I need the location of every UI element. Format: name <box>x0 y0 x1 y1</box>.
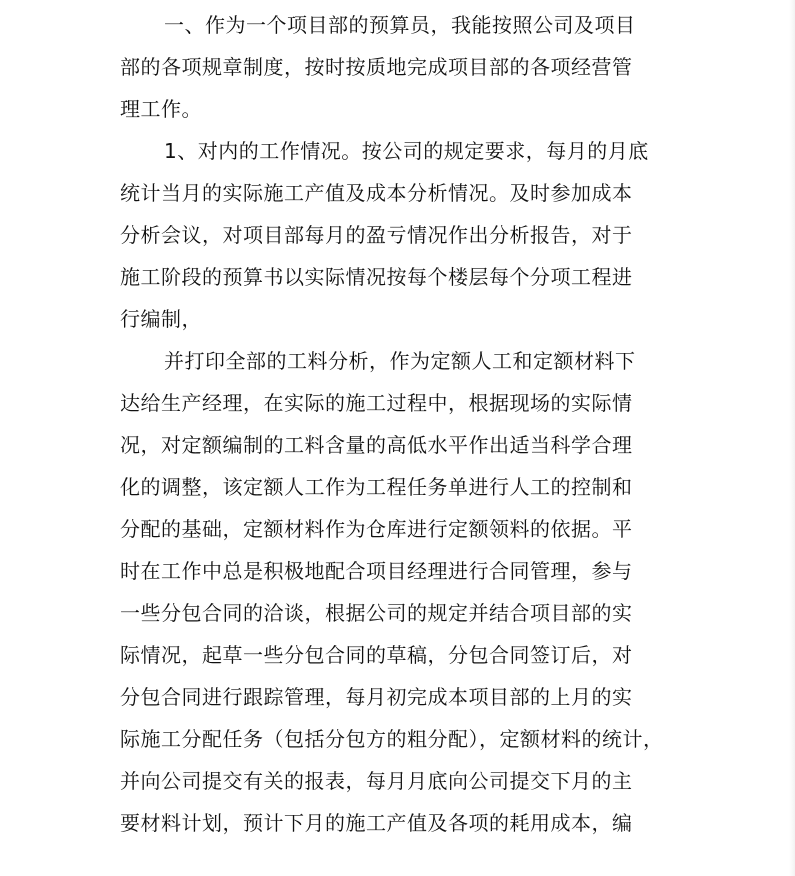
text-line: 际施工分配任务（包括分包方的粗分配），定额材料的统计， <box>120 727 664 751</box>
text-line: 统计当月的实际施工产值及成本分析情况。及时参加成本 <box>120 181 633 205</box>
text-line: 分包合同进行跟踪管理，每月初完成本项目部的上月的实 <box>120 685 633 709</box>
text-line: 达给生产经理，在实际的施工过程中，根据现场的实际情 <box>120 391 633 415</box>
text-line: 况，对定额编制的工料含量的高低水平作出适当科学合理 <box>120 433 633 457</box>
document-body <box>120 4 690 844</box>
text-line: 化的调整，该定额人工作为工程任务单进行人工的控制和 <box>120 475 633 499</box>
text-line: 分配的基础，定额材料作为仓库进行定额领料的依据。平 <box>120 517 633 541</box>
page-edge-shadow <box>789 0 795 876</box>
text-line: 并打印全部的工料分析，作为定额人工和定额材料下 <box>164 349 636 373</box>
text-line: 1、对内的工作情况。按公司的规定要求，每月的月底 <box>164 139 649 163</box>
text-line: 一些分包合同的洽谈，根据公司的规定并结合项目部的实 <box>120 601 633 625</box>
text-line: 并向公司提交有关的报表，每月月底向公司提交下月的主 <box>120 769 633 793</box>
text-line: 时在工作中总是积极地配合项目经理进行合同管理，参与 <box>120 559 633 583</box>
text-line: 分析会议，对项目部每月的盈亏情况作出分析报告，对于 <box>120 223 633 247</box>
text-line: 一、作为一个项目部的预算员，我能按照公司及项目 <box>164 13 636 37</box>
text-line: 施工阶段的预算书以实际情况按每个楼层每个分项工程进 <box>120 265 633 289</box>
text-line: 际情况，起草一些分包合同的草稿，分包合同签订后，对 <box>120 643 633 667</box>
text-line: 理工作。 <box>120 97 202 121</box>
text-line: 行编制， <box>120 307 202 331</box>
text-line: 要材料计划，预计下月的施工产值及各项的耗用成本，编 <box>120 811 633 835</box>
text-line: 部的各项规章制度，按时按质地完成项目部的各项经营管 <box>120 55 633 79</box>
